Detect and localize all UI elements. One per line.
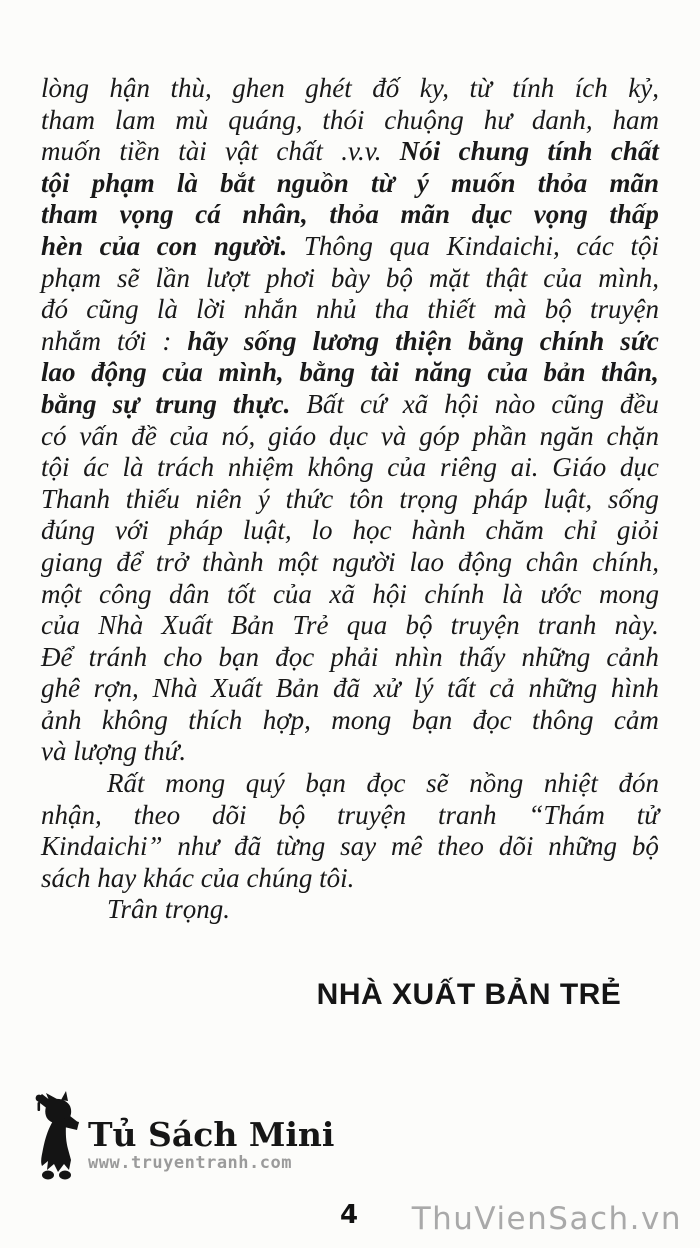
text-line: nhắm tới : hãy sống lương thiện bằng chính sức (41, 325, 659, 356)
text-line: một công dân tốt của xã hội chính là ước mong (41, 578, 659, 609)
text-line: Kindaichi” như đã từng say mê theo dõi những bộ (41, 831, 659, 862)
text-line: bằng sự trung thực. Bất cứ xã hội nào cũng đều (41, 388, 659, 419)
mascot-silhouette-icon (33, 1091, 91, 1181)
page-number: 4 (340, 1200, 359, 1230)
text-line: Thanh thiếu niên ý thức tôn trọng pháp luật, sống (41, 483, 659, 514)
text-line: có vấn đề của nó, giáo dục và góp phần ngăn chặn (41, 420, 659, 451)
logo-url: www.truyentranh.com (88, 1153, 292, 1173)
text-line: Để tránh cho bạn đọc phải nhìn thấy những cảnh (41, 641, 659, 672)
site-watermark: ThuVienSach.vn (411, 1201, 682, 1237)
text-line: Rất mong quý bạn đọc sẽ nồng nhiệt đón (107, 768, 659, 799)
text-line: ghê rợn, Nhà Xuất Bản đã xử lý tất cả những hình (41, 673, 659, 704)
text-line: đúng với pháp luật, lo học hành chăm chỉ giỏi (41, 515, 659, 546)
text-line: Trân trọng. (107, 894, 231, 925)
text-line: giang để trở thành một người lao động chân chính, (41, 546, 659, 577)
text-line: tội phạm là bắt nguồn từ ý muốn thỏa mãn (41, 167, 659, 198)
publisher-signature: NHÀ XUẤT BẢN TRẺ (316, 978, 622, 1011)
text-line: và lượng thứ. (41, 736, 187, 767)
page-text (41, 73, 659, 926)
text-line: hèn của con người. Thông qua Kindaichi, các tội (41, 230, 659, 261)
text-line: đó cũng là lời nhắn nhủ tha thiết mà bộ truyện (41, 294, 659, 325)
text-line: tham lam mù quáng, thói chuộng hư danh, ham (41, 104, 659, 135)
text-line: nhận, theo dõi bộ truyện tranh “Thám tử (41, 799, 659, 830)
text-line: của Nhà Xuất Bản Trẻ qua bộ truyện tranh này. (41, 610, 659, 641)
text-line: muốn tiền tài vật chất .v.v. Nói chung tính chất (41, 136, 659, 167)
text-line: tham vọng cá nhân, thỏa mãn dục vọng thấp (41, 199, 659, 230)
text-line: tội ác là trách nhiệm không của riêng ai. Giáo dục (41, 452, 659, 483)
text-line: lao động của mình, bằng tài năng của bản thân, (41, 357, 659, 388)
text-line: phạm sẽ lần lượt phơi bày bộ mặt thật của mình, (41, 262, 659, 293)
text-line: sách hay khác của chúng tôi. (41, 862, 355, 893)
text-line: ảnh không thích hợp, mong bạn đọc thông cảm (41, 704, 659, 735)
logo-title: Tủ Sách Mini (88, 1115, 335, 1154)
text-line: lòng hận thù, ghen ghét đố ky, từ tính ích kỷ, (41, 73, 659, 103)
